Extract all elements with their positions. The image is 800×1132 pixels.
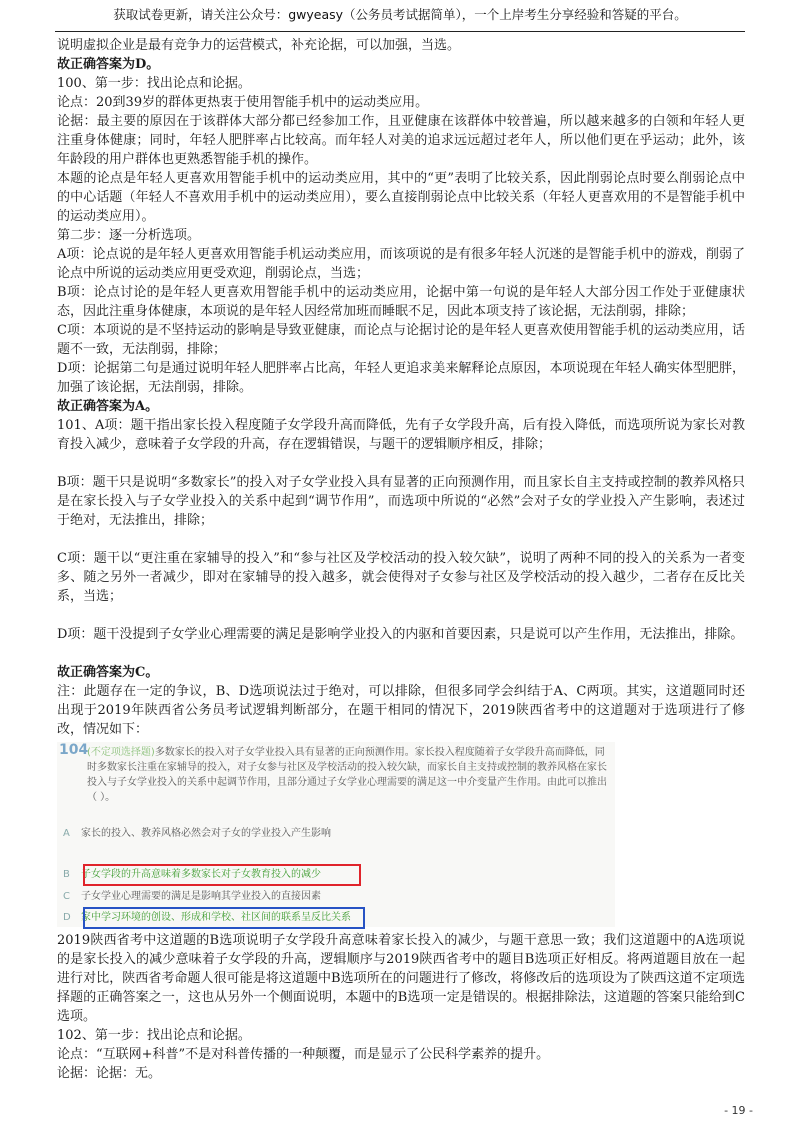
paragraph: 论点：“互联网+科普”不是对科普传播的一种颠覆，而是显示了公民科学素养的提升。 — [57, 1047, 550, 1062]
paragraph: D项：论据第二句是通过说明年轻人肥胖率占比高，年轻人更追求美来解释论点原因，本项说现在年轻人确实体型肥胖，加强了该论据，无法削弱，排除。 — [57, 361, 745, 395]
embedded-question-screenshot — [57, 742, 615, 927]
spacer — [57, 606, 745, 625]
spacer — [57, 644, 745, 663]
option-letter: A — [63, 828, 70, 839]
page-number: - 19 - — [724, 1104, 753, 1117]
paragraph: A项：论点说的是年轻人更喜欢用智能手机运动类应用，而该项说的是有很多年轻人沉迷的是智能手机中的游戏，削弱了论点中所说的运动类应用更受欢迎，削弱论点，当选； — [57, 247, 745, 281]
option-letter: D — [63, 912, 71, 923]
option-text: 家长的投入、教养风格必然会对子女的学业投入产生影响 — [81, 828, 331, 839]
paragraph: 100、第一步：找出论点和论据。 — [57, 76, 251, 91]
option-letter: C — [63, 891, 70, 902]
option-text: 子女学业心理需要的满足是影响其学业投入的直接因素 — [81, 891, 321, 902]
paragraph: 102、第一步：找出论点和论据。 — [57, 1028, 251, 1043]
option-text: 家中学习环境的创设、形成和学校、社区间的联系呈反比关系 — [81, 912, 351, 923]
spacer — [57, 454, 745, 473]
question-stem — [87, 745, 609, 805]
paragraph: B项：论点讨论的是年轻人更喜欢用智能手机中的运动类应用，论据中第一句说的是年轻人大部分因工作处于亚健康状态，因此注重身体健康，本项说的是年轻人因经常加班而睡眠不足，因此本项支持了该论据，无法削弱，排除； — [57, 285, 745, 319]
paragraph: 本题的论点是年轻人更喜欢用智能手机中的运动类应用，其中的“更”表明了比较关系，因此削弱论点时要么削弱论点中的中心话题（年轻人不喜欢用手机中的运动类应用），要么直接削弱论点中比较关系（年轻人更喜欢用的不是智能手机中的运动类应用）。 — [57, 171, 745, 224]
question-number: 104 — [59, 742, 89, 758]
paragraph: 第二步：逐一分析选项。 — [57, 228, 201, 243]
paragraph: 论点：20到39岁的群体更热衷于使用智能手机中的运动类应用。 — [57, 95, 429, 110]
red-highlight-box — [83, 864, 361, 886]
paragraph: C项：本项说的是不坚持运动的影响是导致亚健康，而论点与论据讨论的是年轻人更喜欢使用智能手机的运动类应用，话题不一致，无法削弱，排除； — [57, 323, 745, 357]
answer-line: 故正确答案为C。 — [57, 665, 159, 680]
paragraph: 说明虚拟企业是最有竞争力的运营模式，补充论据，可以加强，当选。 — [57, 38, 461, 53]
answer-line: 故正确答案为A。 — [57, 399, 159, 414]
question-type-tag: (不定项选择题) — [87, 747, 155, 758]
paragraph: D项：题干没提到子女学业心理需要的满足是影响学业投入的内驱和首要因素，只是说可以产生作用，无法推出，排除。 — [57, 627, 744, 642]
paragraph: 2019陕西省考中这道题的B选项说明子女学段升高意味着家长投入的减少，与题干意思一致；我们这道题中的A选项说的是家长投入的减少意味着子女学段的升高，逻辑顺序与2019陕西省考中的题目B选项正好相反。将两道题目放在一起进行对比，陕西省考命题人很可能是将这道题中B选项所在的问题进行了修改，将修改后的选项设为了陕西这道不定项选择题的正确答案之一，这也从另外一个侧面说明，本题中的B选项一定是错误的。根据排除法，这道题的答案只能给到C选项。 — [57, 933, 745, 1024]
header-divider — [55, 31, 745, 32]
spacer — [57, 530, 745, 549]
answer-line: 故正确答案为D。 — [57, 57, 160, 72]
paragraph: C项：题干以“更注重在家辅导的投入”和“参与社区及学校活动的投入较欠缺”，说明了两种不同的投入的关系为一者变多、随之另外一者减少，即对在家辅导的投入越多，就会使得对子女参与社区及学校活动的投入越少，二者存在反比关系，当选； — [57, 551, 745, 604]
document-body — [57, 36, 745, 1083]
blue-highlight-box — [83, 907, 365, 929]
paragraph: B项：题干只是说明“多数家长”的投入对子女学业投入具有显著的正向预测作用，而且家长自主支持或控制的教养风格只是在家长投入与子女学业投入的关系中起到“调节作用”，而选项中所说的“必然”会对子女的学业投入产生影响，表述过于绝对，无法推出，排除； — [57, 475, 745, 528]
paragraph: 论据：最主要的原因在于该群体大部分都已经参加工作，且亚健康在该群体中较普遍，所以越来越多的白领和年轻人更注重身体健康；同时，年轻人肥胖率占比较高。而年轻人对美的追求远远超过老年人，所以他们更在乎运动；此外，该年龄段的用户群体也更熟悉智能手机的操作。 — [57, 114, 745, 167]
paragraph: 注：此题存在一定的争议，B、D选项说法过于绝对，可以排除，但很多同学会纠结于A、C两项。其实，这道题同时还出现于2019年陕西省公务员考试逻辑判断部分，在题干相同的情况下，2019陕西省考中的这道题对于选项进行了修改，情况如下： — [57, 684, 745, 737]
paragraph: 论据：论据：无。 — [57, 1066, 162, 1081]
page-header: 获取试卷更新，请关注公众号：gwyeasy（公务员考试据简单），一个上岸考生分享经验和答疑的平台。 — [113, 7, 687, 22]
option-letter: B — [63, 869, 70, 880]
option-text: 子女学段的升高意味着多数家长对子女教育投入的减少 — [81, 869, 321, 880]
paragraph: 101、A项：题干指出家长投入程度随子女学段升高而降低，先有子女学段升高，后有投入降低，而选项所说为家长对教育投入减少，意味着子女学段的升高，存在逻辑错误，与题干的逻辑顺序相反，排除； — [57, 418, 745, 452]
question-stem-text: 多数家长的投入对子女学业投入具有显著的正向预测作用。家长投入程度随着子女学段升高而降低，同时多数家长注重在家辅导的投入，对子女参与社区及学校活动的投入较欠缺，而家长自主支持或控制的教养风格在家长投入与子女学业投入的关系中起调节作用，且部分通过子女学业心理需要的满足这一中介变量产生作用。由此可以推出（ ）。 — [87, 747, 607, 803]
